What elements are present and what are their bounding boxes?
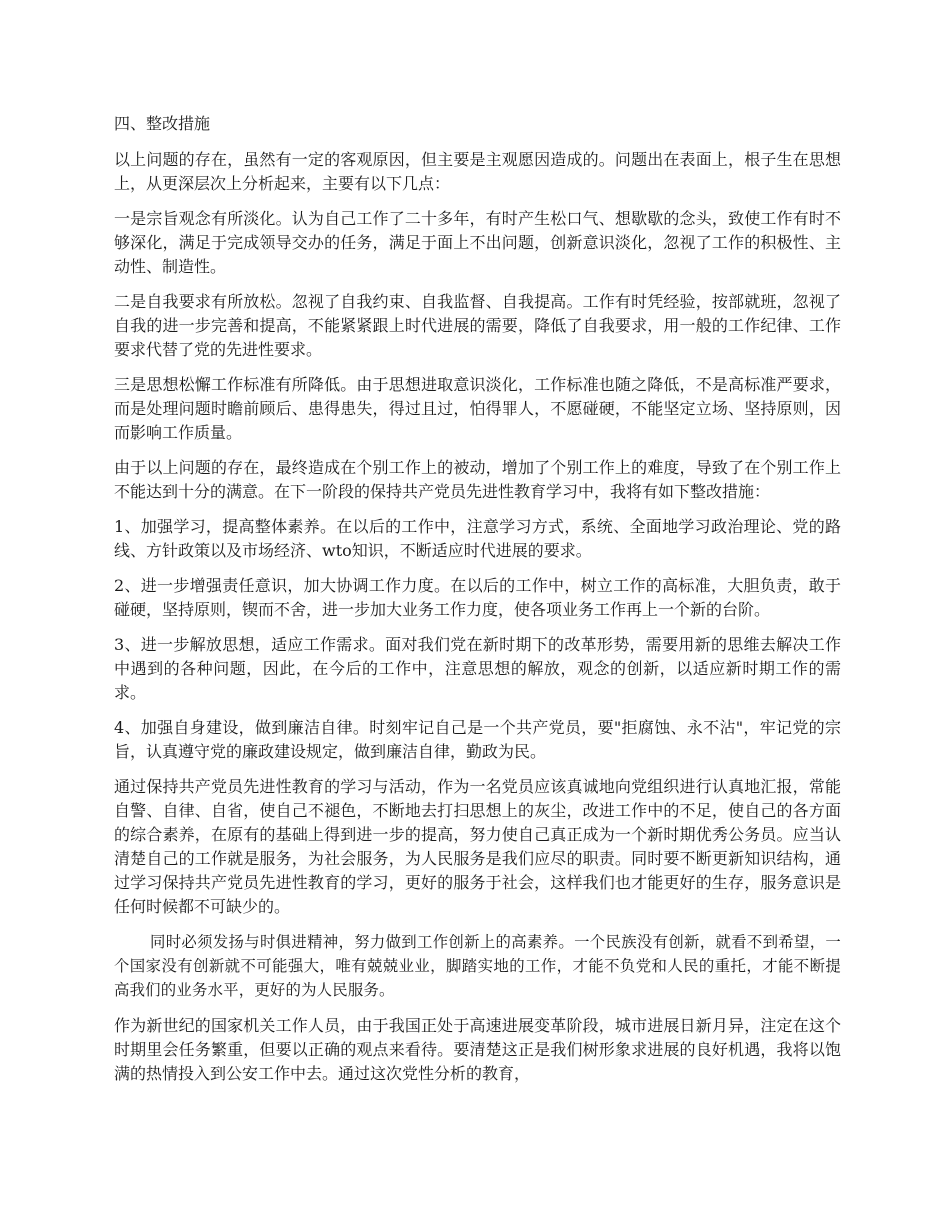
paragraph-reflection: 通过保持共产党员先进性教育的学习与活动，作为一名党员应该真诚地向党组织进行认真地汇报，常能自警、自律、自省，使自己不褪色，不断地去打扫思想上的灰尘，改进工作中的不足，使自己的各方面的综合素养，在原有的基础上得到进一步的提高，努力使自己真正成为一个新时期优秀公务员。应当认清楚自己的工作就是服务，为社会服务，为人民服务是我们应尽的职责。同时要不断更新知识结构，通过学习保持共产党员先进性教育的学习，更好的服务于社会，这样我们也才能更好的生存，服务意识是任何时候都不可缺少的。: [114, 777, 841, 916]
paragraph-measure-1: 1、加强学习，提高整体素养。在以后的工作中，注意学习方式，系统、全面地学习政治理论、党的路线、方针政策以及市场经济、wto知识，不断适应时代进展的要求。: [114, 517, 841, 560]
paragraph-cause-3: 三是思想松懈工作标准有所降低。由于思想进取意识淡化，工作标准也随之降低，不是高标准严要求，而是处理问题时瞻前顾后、患得患失，得过且过，怕得罪人，不愿碰硬，不能坚定立场、坚持原则，因而影响工作质量。: [114, 375, 841, 442]
paragraph-measure-2: 2、进一步增强责任意识，加大协调工作力度。在以后的工作中，树立工作的高标准，大胆负责，敢于碰硬，坚持原则，锲而不舍，进一步加大业务工作力度，使各项业务工作再上一个新的台阶。: [114, 576, 841, 619]
paragraph-measures-intro: 由于以上问题的存在，最终造成在个别工作上的被动，增加了个别工作上的难度，导致了在个别工作上不能达到十分的满意。在下一阶段的保持共产党员先进性教育学习中，我将有如下整改措施：: [114, 458, 841, 501]
paragraph-closing: 作为新世纪的国家机关工作人员，由于我国正处于高速进展变革阶段，城市进展日新月异，注定在这个时期里会任务繁重，但要以正确的观点来看待。要清楚这正是我们树形象求进展的良好机遇，我将以饱满的热情投入到公安工作中去。通过这次党性分析的教育，: [114, 1016, 841, 1083]
paragraph-measure-3: 3、进一步解放思想，适应工作需求。面对我们党在新时期下的改革形势，需要用新的思维去解决工作中遇到的各种问题，因此，在今后的工作中，注意思想的解放，观念的创新，以适应新时期工作的需求。: [114, 635, 841, 702]
paragraph-measure-4: 4、加强自身建设，做到廉洁自律。时刻牢记自己是一个共产党员，要"拒腐蚀、永不沾"，牢记党的宗旨，认真遵守党的廉政建设规定，做到廉洁自律，勤政为民。: [114, 718, 841, 761]
section-heading: 四、整改措施: [114, 114, 211, 133]
paragraph-innovation: 同时必须发扬与时俱进精神，努力做到工作创新上的高素养。一个民族没有创新，就看不到希望，一个国家没有创新就不可能强大，唯有兢兢业业，脚踏实地的工作，才能不负党和人民的重托，才能不断提高我们的业务水平，更好的为人民服务。: [114, 933, 841, 999]
document-body: [114, 112, 841, 1097]
paragraph-causes-intro: 以上问题的存在，虽然有一定的客观原因，但主要是主观愿因造成的。问题出在表面上，根子生在思想上，从更深层次上分析起来，主要有以下几点：: [114, 150, 841, 193]
paragraph-cause-2: 二是自我要求有所放松。忽视了自我约束、自我监督、自我提高。工作有时凭经验，按部就班，忽视了自我的进一步完善和提高，不能紧紧跟上时代进展的需要，降低了自我要求，用一般的工作纪律、工作要求代替了党的先进性要求。: [114, 292, 841, 359]
paragraph-cause-1: 一是宗旨观念有所淡化。认为自己工作了二十多年，有时产生松口气、想歇歇的念头，致使工作有时不够深化，满足于完成领导交办的任务，满足于面上不出问题，创新意识淡化，忽视了工作的积极性、主动性、制造性。: [114, 209, 841, 276]
